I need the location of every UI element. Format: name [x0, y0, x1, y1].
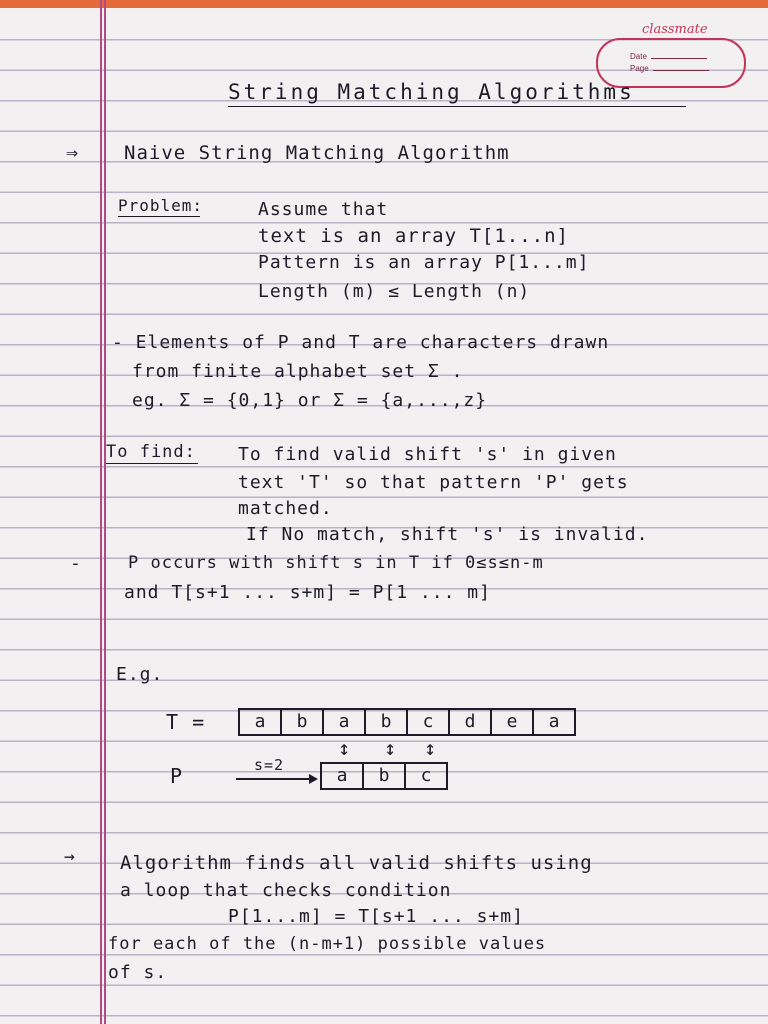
- algorithm-line: a loop that checks condition: [120, 880, 452, 901]
- to-find-label: To find:: [106, 442, 196, 462]
- shift-label: s=2: [254, 756, 285, 774]
- match-arrow-icon: ↕: [338, 736, 351, 760]
- date-label: Date: [630, 52, 647, 61]
- problem-line: Pattern is an array P[1...m]: [258, 252, 590, 273]
- occurs-line: and T[s+1 ... s+m] = P[1 ... m]: [124, 582, 491, 603]
- to-find-line: text 'T' so that pattern 'P' gets: [238, 472, 629, 493]
- algorithm-line: P[1...m] = T[s+1 ... s+m]: [228, 906, 524, 927]
- pattern-cell: a: [320, 762, 364, 790]
- pattern-cell: c: [404, 762, 448, 790]
- page-field: [630, 64, 709, 73]
- logo-brand: classmate: [642, 22, 708, 37]
- page-top-edge: [0, 0, 768, 8]
- text-cell: c: [406, 708, 450, 736]
- pattern-array: [322, 762, 448, 790]
- text-cell: a: [238, 708, 282, 736]
- pattern-array-label: P: [170, 764, 184, 788]
- text-cell: b: [364, 708, 408, 736]
- bullet-dash: -: [70, 553, 82, 574]
- text-cell: e: [490, 708, 534, 736]
- occurs-line: P occurs with shift s in T if 0≤s≤n-m: [128, 553, 544, 573]
- text-cell: a: [322, 708, 366, 736]
- algorithm-line: Algorithm finds all valid shifts using: [120, 852, 593, 874]
- elements-line: eg. Σ = {0,1} or Σ = {a,...,z}: [132, 390, 488, 411]
- example-label: E.g.: [116, 664, 164, 685]
- text-cell: b: [280, 708, 324, 736]
- match-arrow-icon: ↕: [424, 736, 437, 760]
- page-label: Page: [630, 64, 649, 73]
- text-cell: d: [448, 708, 492, 736]
- to-find-line: To find valid shift 's' in given: [238, 444, 617, 465]
- pattern-cell: b: [362, 762, 406, 790]
- problem-line: Assume that: [258, 199, 389, 220]
- shift-arrow-icon: [236, 778, 316, 780]
- algorithm-line: of s.: [108, 962, 168, 983]
- text-array-label: T =: [166, 710, 206, 734]
- page-title: String Matching Algorithms: [228, 80, 635, 104]
- problem-label: Problem:: [118, 196, 204, 215]
- algorithm-arrow: →: [64, 846, 76, 867]
- heading-arrow: ⇒: [66, 140, 80, 164]
- algorithm-line: for each of the (n-m+1) possible values: [108, 934, 547, 954]
- elements-line: - Elements of P and T are characters drawn: [112, 332, 610, 353]
- text-array: [240, 708, 576, 736]
- title-underline: [228, 106, 686, 107]
- problem-line: text is an array T[1...n]: [258, 225, 569, 247]
- to-find-line: If No match, shift 's' is invalid.: [246, 524, 649, 545]
- text-cell: a: [532, 708, 576, 736]
- problem-line: Length (m) ≤ Length (n): [258, 281, 531, 302]
- elements-line: from finite alphabet set Σ .: [132, 361, 464, 382]
- section-heading: Naive String Matching Algorithm: [124, 142, 510, 164]
- to-find-line: matched.: [238, 498, 333, 519]
- problem-underline: [118, 216, 200, 217]
- margin-line-inner: [104, 0, 106, 1024]
- margin-line: [100, 0, 102, 1024]
- match-arrow-icon: ↕: [384, 736, 397, 760]
- to-find-underline: [106, 463, 198, 464]
- date-field: [630, 52, 707, 61]
